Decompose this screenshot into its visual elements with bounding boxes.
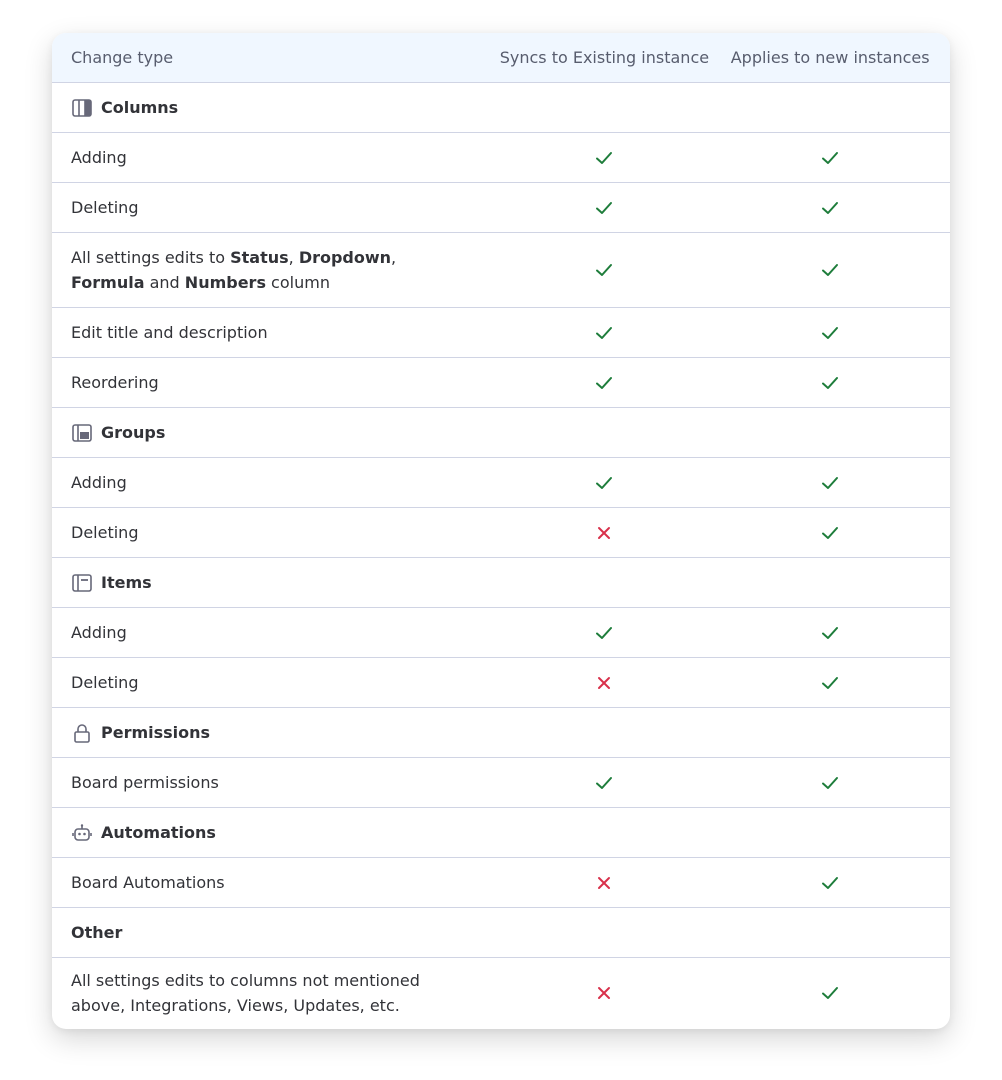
table-row [52, 358, 950, 408]
row-label: Adding [71, 623, 127, 642]
check-icon [820, 373, 840, 393]
row-label: Deleting [71, 673, 139, 692]
check-icon [594, 473, 614, 493]
check-icon [594, 260, 614, 280]
section-other [52, 908, 950, 958]
check-icon [820, 623, 840, 643]
table-row [52, 658, 950, 708]
groups-icon [71, 422, 93, 444]
row-label: All settings edits to columns not mentioned above, Integrations, Views, Updates, etc. [71, 971, 420, 1015]
row-label: Reordering [71, 373, 159, 392]
row-label: Adding [71, 473, 127, 492]
section-title: Other [71, 923, 123, 942]
table-row [52, 183, 950, 233]
check-icon [820, 673, 840, 693]
columns-icon [71, 97, 93, 119]
check-icon [820, 198, 840, 218]
check-icon [820, 873, 840, 893]
table-row [52, 508, 950, 558]
row-label: Board permissions [71, 773, 219, 792]
header-syncs-existing: Syncs to Existing instance [499, 48, 710, 67]
check-icon [594, 373, 614, 393]
check-icon [594, 148, 614, 168]
section-title: Columns [101, 98, 179, 117]
row-label: Deleting [71, 198, 139, 217]
check-icon [820, 260, 840, 280]
check-icon [820, 523, 840, 543]
section-automations [52, 808, 950, 858]
row-label: Deleting [71, 523, 139, 542]
check-icon [820, 473, 840, 493]
section-permissions [52, 708, 950, 758]
check-icon [594, 198, 614, 218]
check-icon [820, 773, 840, 793]
header-change-type: Change type [71, 48, 174, 67]
table-row [52, 608, 950, 658]
check-icon [594, 323, 614, 343]
table-row [52, 133, 950, 183]
table-row [52, 458, 950, 508]
comparison-table [52, 33, 950, 1029]
row-label: All settings edits to Status, Dropdown, Formula and Numbers column [71, 248, 397, 292]
items-icon [71, 572, 93, 594]
check-icon [594, 623, 614, 643]
section-columns [52, 83, 950, 133]
check-icon [820, 148, 840, 168]
cross-icon [594, 983, 614, 1003]
table-row [52, 958, 950, 1028]
section-groups [52, 408, 950, 458]
check-icon [820, 323, 840, 343]
robot-icon [71, 822, 93, 844]
row-label: Adding [71, 148, 127, 167]
section-title: Permissions [101, 723, 211, 742]
row-label: Board Automations [71, 873, 225, 892]
section-items [52, 558, 950, 608]
section-title: Automations [101, 823, 216, 842]
section-title: Groups [101, 423, 166, 442]
table-row [52, 233, 950, 308]
table-row [52, 758, 950, 808]
cross-icon [594, 523, 614, 543]
cross-icon [594, 673, 614, 693]
table-row [52, 858, 950, 908]
lock-icon [71, 722, 93, 744]
cross-icon [594, 873, 614, 893]
table-row [52, 308, 950, 358]
section-title: Items [101, 573, 152, 592]
header-applies-new: Applies to new instances [730, 48, 930, 67]
check-icon [594, 773, 614, 793]
check-icon [820, 983, 840, 1003]
table-header [52, 33, 950, 83]
row-label: Edit title and description [71, 323, 268, 342]
